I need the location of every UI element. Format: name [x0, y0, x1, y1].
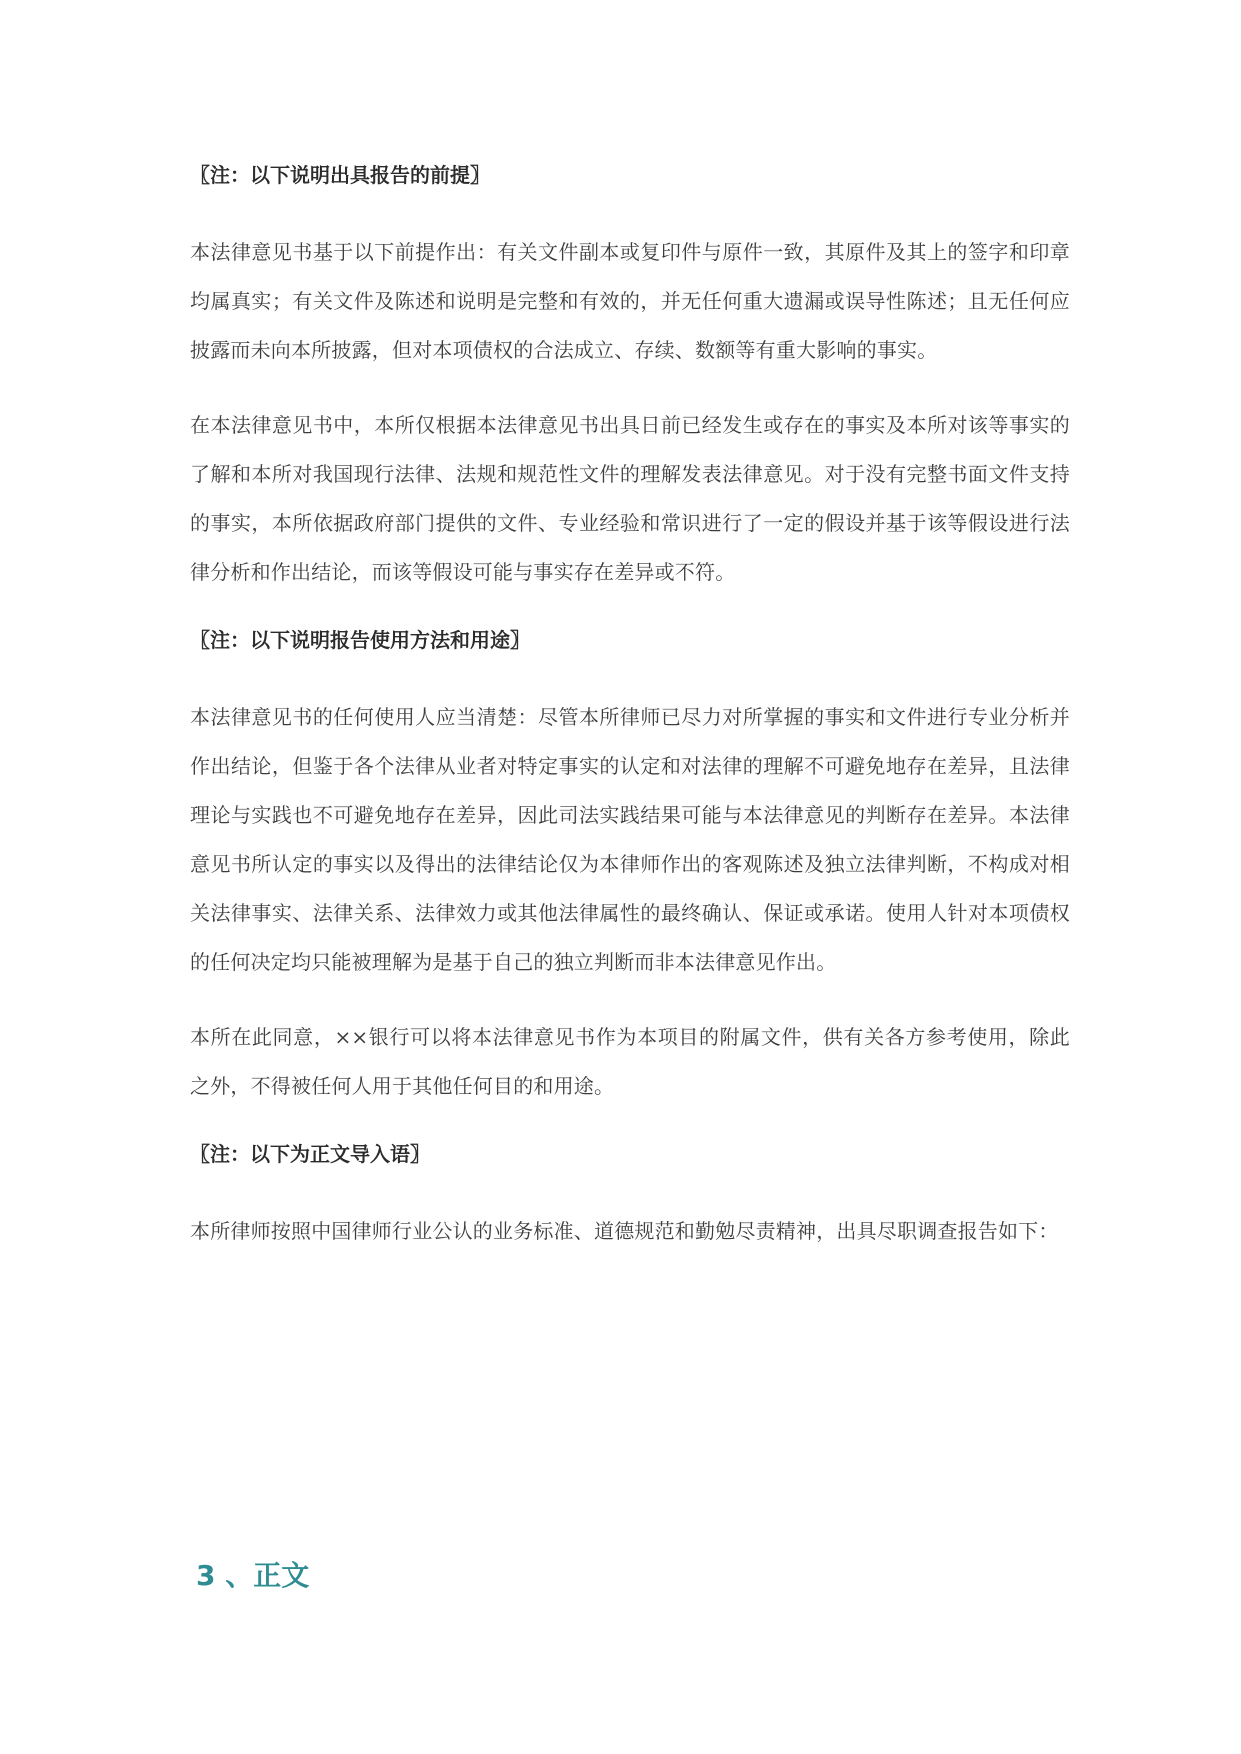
paragraph-intro: 本所律师按照中国律师行业公认的业务标准、道德规范和勤勉尽责精神，出具尽职调查报告如下：: [190, 1219, 1059, 1243]
note-usage: 〖注：以下说明报告使用方法和用途〗: [190, 628, 530, 652]
paragraph-premise: 本法律意见书基于以下前提作出：有关文件副本或复印件与原件一致，其原件及其上的签字和印章均属真实；有关文件及陈述和说明是完整和有效的，并无任何重大遗漏或误导性陈述；且无任何应披露而未向本所披露，但对本项债权的合法成立、存续、数额等有重大影响的事实。: [190, 240, 1070, 362]
paragraph-consent: 本所在此同意，××银行可以将本法律意见书作为本项目的附属文件，供有关各方参考使用，除此之外，不得被任何人用于其他任何目的和用途。: [190, 1025, 1070, 1098]
document-body: [190, 160, 1070, 1282]
section-heading: 3 、正文: [196, 1559, 310, 1592]
paragraph-usage-disclaimer: 本法律意见书的任何使用人应当清楚：尽管本所律师已尽力对所掌握的事实和文件进行专业分析并作出结论，但鉴于各个法律从业者对特定事实的认定和对法律的理解不可避免地存在差异，且法律理论与实践也不可避免地存在差异，因此司法实践结果可能与本法律意见的判断存在差异。本法律意见书所认定的事实以及得出的法律结论仅为本律师作出的客观陈述及独立法律判断，不构成对相关法律事实、法律关系、法律效力或其他法律属性的最终确认、保证或承诺。使用人针对本项债权的任何决定均只能被理解为是基于自己的独立判断而非本法律意见作出。: [190, 705, 1070, 974]
paragraph-basis: 在本法律意见书中，本所仅根据本法律意见书出具日前已经发生或存在的事实及本所对该等事实的了解和本所对我国现行法律、法规和规范性文件的理解发表法律意见。对于没有完整书面文件支持的事实，本所依据政府部门提供的文件、专业经验和常识进行了一定的假设并基于该等假设进行法律分析和作出结论，而该等假设可能与事实存在差异或不符。: [190, 413, 1070, 584]
note-premise: 〖注：以下说明出具报告的前提〗: [190, 163, 490, 187]
note-intro: 〖注：以下为正文导入语〗: [190, 1142, 430, 1166]
